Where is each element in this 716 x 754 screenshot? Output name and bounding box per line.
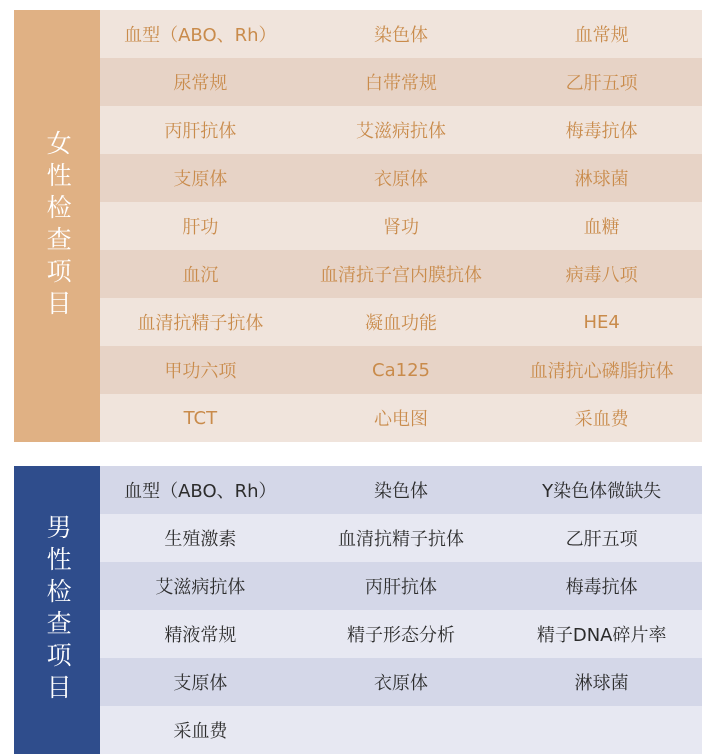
exam-item: 心电图 — [374, 409, 428, 430]
female-exam-panel — [14, 10, 702, 442]
exam-item: 支原体 — [173, 169, 228, 190]
male-panel-label-text: 男性检查项目 — [43, 514, 73, 706]
exam-item: 采血费 — [173, 721, 228, 742]
exam-item: HE4 — [583, 311, 620, 333]
table-row — [100, 10, 702, 58]
table-row — [100, 202, 702, 250]
exam-item: 血清抗心磷脂抗体 — [529, 361, 674, 382]
exam-item: 染色体 — [374, 25, 428, 46]
table-row — [100, 562, 702, 610]
table-row — [100, 514, 702, 562]
exam-item: 艾滋病抗体 — [356, 121, 446, 142]
exam-item: 肝功 — [182, 217, 219, 238]
table-row — [100, 298, 702, 346]
exam-item: 血清抗子宫内膜抗体 — [320, 265, 482, 286]
male-panel-label — [14, 466, 100, 754]
table-row — [100, 250, 702, 298]
table-row — [100, 154, 702, 202]
exam-item: 尿常规 — [173, 73, 228, 94]
male-exam-panel — [14, 466, 702, 754]
table-row — [100, 106, 702, 154]
exam-item: 病毒八项 — [565, 265, 638, 286]
table-row — [100, 466, 702, 514]
exam-item: 采血费 — [574, 409, 629, 430]
exam-item: 白带常规 — [365, 73, 437, 94]
female-panel-label — [14, 10, 100, 442]
table-row — [100, 610, 702, 658]
exam-item: TCT — [183, 407, 218, 429]
exam-item: 梅毒抗体 — [565, 121, 638, 142]
exam-item: 艾滋病抗体 — [155, 577, 246, 598]
exam-item: 血清抗精子抗体 — [338, 529, 464, 550]
table-row — [100, 394, 702, 442]
female-panel-label-text: 女性检查项目 — [43, 130, 73, 322]
exam-item: 血清抗精子抗体 — [137, 313, 264, 334]
exam-item: 染色体 — [374, 481, 428, 502]
exam-item: 精子形态分析 — [347, 625, 455, 646]
female-exam-rows — [100, 10, 702, 442]
exam-item: 丙肝抗体 — [365, 577, 437, 598]
table-row — [100, 58, 702, 106]
table-row — [100, 706, 702, 754]
exam-item: 衣原体 — [374, 673, 428, 694]
exam-item: 衣原体 — [374, 169, 428, 190]
exam-item: 梅毒抗体 — [565, 577, 638, 598]
table-row — [100, 346, 702, 394]
exam-item: 血型（ABO、Rh） — [124, 481, 277, 502]
exam-item: 血沉 — [182, 265, 219, 286]
exam-item: 生殖激素 — [164, 529, 237, 550]
exam-item: 乙肝五项 — [565, 529, 638, 550]
exam-item: Ca125 — [372, 359, 430, 381]
exam-item: 肾功 — [383, 217, 419, 238]
exam-item: 精子DNA碎片率 — [536, 625, 667, 646]
exam-item: 丙肝抗体 — [164, 121, 237, 142]
exam-item: 精液常规 — [164, 625, 237, 646]
exam-item: 血糖 — [583, 217, 620, 238]
exam-item: 血型（ABO、Rh） — [124, 25, 277, 46]
exam-item: 凝血功能 — [365, 313, 437, 334]
exam-item: 淋球菌 — [574, 169, 629, 190]
panel-spacer — [14, 442, 702, 466]
exam-item: 血常规 — [574, 25, 629, 46]
table-row — [100, 658, 702, 706]
exam-item: Y染色体微缺失 — [542, 481, 662, 502]
exam-item: 乙肝五项 — [565, 73, 638, 94]
exam-item: 支原体 — [173, 673, 228, 694]
male-exam-rows — [100, 466, 702, 754]
exam-item: 淋球菌 — [574, 673, 629, 694]
exam-item: 甲功六项 — [164, 361, 237, 382]
